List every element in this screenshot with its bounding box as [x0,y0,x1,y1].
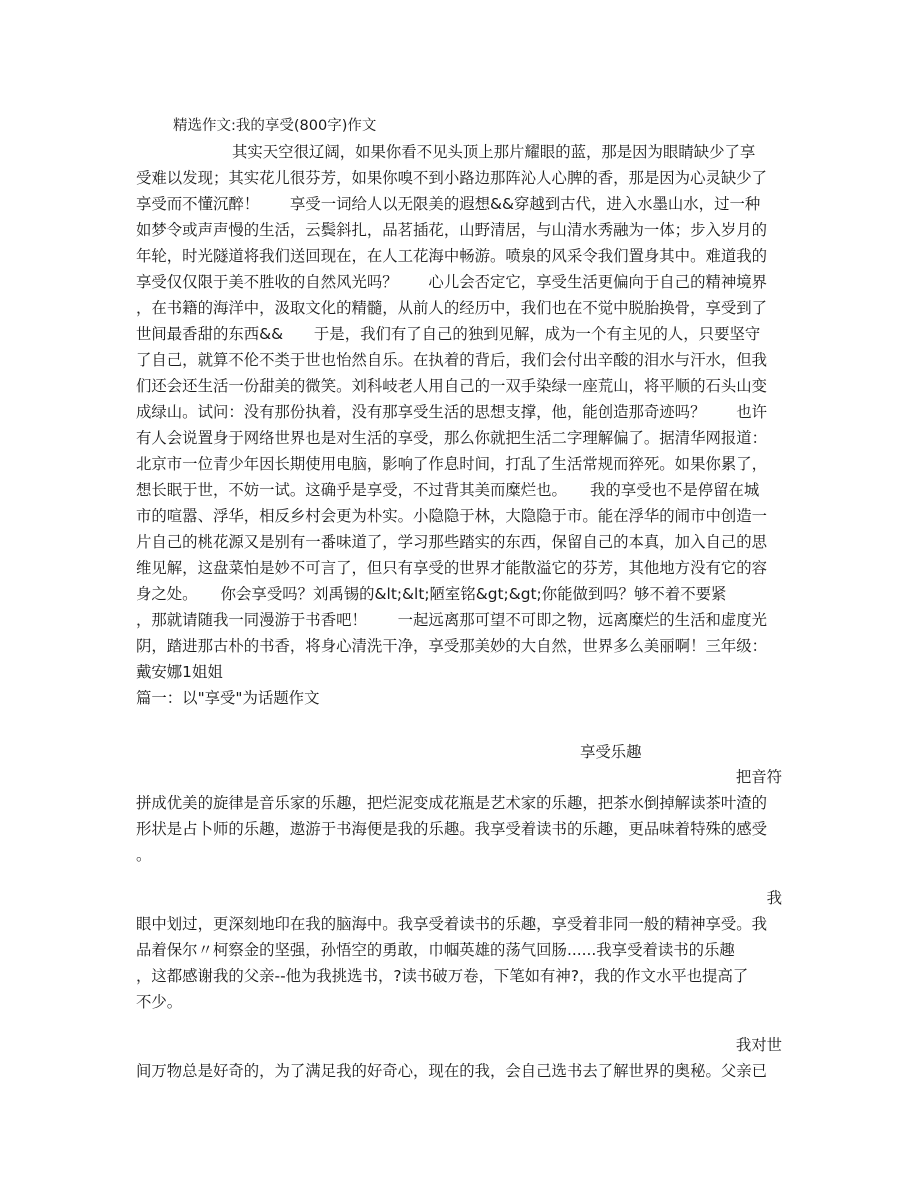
essay-line: 拼成优美的旋律是音乐家的乐趣，把烂泥变成花瓶是艺术家的乐趣，把茶水倒掉解读茶叶渣的 [136,794,768,812]
essay-line: ，在书籍的海洋中，汲取文化的精髓，从前人的经历中，我们也在不觉中脱胎换骨，享受到了 [136,299,768,317]
essay-line: 如梦令或声声慢的生活，云鬓斜扎，品茗插花，山野清居，与山清水秀融为一体；步入岁月的 [136,221,768,239]
essay-line: 形状是占卜师的乐趣，遨游于书海便是我的乐趣。我享受着读书的乐趣，更品味着特殊的感受 [136,820,768,838]
essay-line: 世间最香甜的东西&& 于是，我们有了自己的独到见解，成为一个有主见的人，只要坚守 [136,325,761,343]
essay-line: 想长眠于世，不妨一试。这确乎是享受，不过背其美而糜烂也。 我的享受也不是停留在城 [136,481,760,499]
essay-line: 北京市一位青少年因长期使用电脑，影响了作息时间，打乱了生活常规而猝死。如果你累了， [136,455,768,473]
essay-line: 其实天空很辽阔，如果你看不见头顶上那片耀眼的蓝，那是因为眼睛缺少了享 [232,143,756,161]
essay-line: 享受而不懂沉醉！ 享受一词给人以无限美的遐想&&穿越到古代，进入水墨山水，过一种 [136,195,761,213]
essay-line: 阴，踏进那古朴的书香，将身心清洗干净，享受那美妙的大自然，世界多么美丽啊！三年级： [136,637,768,655]
essay-line: 片自己的桃花源又是别有一番味道了，学习那些踏实的东西，保留自己的本真，加入自己的思 [136,533,768,551]
essay-line: 市的喧嚣、浮华，相反乡村会更为朴实。小隐隐于林，大隐隐于市。能在浮华的闹市中创造一 [136,507,768,525]
paragraph-start: 把音符 [735,768,782,786]
essay-line: 眼中划过，更深刻地印在我的脑海中。我享受着读书的乐趣，享受着非同一般的精神享受。我 [136,915,768,933]
essay-title: 精选作文:我的享受(800字)作文 [173,118,377,134]
paragraph-start: 我对世 [735,1036,782,1054]
essay-line: 享受仅仅限于美不胜收的自然风光吗？ 心儿会否定它，享受生活更偏向于自己的精神境界 [136,273,768,291]
essay-line: 品着保尔〃柯察金的坚强，孙悟空的勇敢，巾帼英雄的荡气回肠......我享受着读书的乐趣 [136,941,735,959]
essay-line: 身之处。 你会享受吗？刘禹锡的&lt;&lt;陋室铭&gt;&gt;你能做到吗？够不着不要紧 [136,585,727,603]
essay-line: 了自己，就算不伦不类于世也怡然自乐。在执着的背后，我们会付出辛酸的泪水与汗水，但我 [136,351,768,369]
paragraph-start: 我 [766,889,782,907]
essay-line: 们还会还生活一份甜美的微笑。刘科岐老人用自己的一双手染绿一座荒山，将平顺的石头山变 [136,377,768,395]
essay-line: 有人会说置身于网络世界也是对生活的享受，那么你就把生活二字理解偏了。据清华网报道： [136,429,768,447]
essay-line: 。 [136,846,152,864]
essay-line: 受难以发现；其实花儿很芬芳，如果你嗅不到小路边那阵沁人心脾的香，那是因为心灵缺少了 [136,169,768,187]
essay-line: ，这都感谢我的父亲--他为我挑选书，?读书破万卷，下笔如有神?，我的作文水平也提高了 [136,967,749,985]
essay-line: 不少。 [136,993,183,1011]
essay-line: ，那就请随我一同漫游于书香吧！ 一起远离那可望不可即之物，远离糜烂的生活和虚度光 [136,611,768,629]
essay-line: 维见解，这盘菜怕是妙不可言了，但只有享受的世界才能散溢它的芬芳，其他地方没有它的容 [136,559,768,577]
essay-line: 间万物总是好奇的，为了满足我的好奇心，现在的我，会自己选书去了解世界的奥秘。父亲已 [136,1062,768,1080]
essay-author-line: 戴安娜1姐姐 [136,663,223,681]
essay-title: 享受乐趣 [580,743,642,761]
essay-line: 年轮，时光隧道将我们送回现在，在人工花海中畅游。喷泉的风采令我们置身其中。难道我的 [136,247,768,265]
essay-line: 成绿山。试问：没有那份执着，没有那享受生活的思想支撑，他，能创造那奇迹吗？ 也许 [136,403,768,421]
section-heading: 篇一：以"享受"为话题作文 [136,689,320,707]
